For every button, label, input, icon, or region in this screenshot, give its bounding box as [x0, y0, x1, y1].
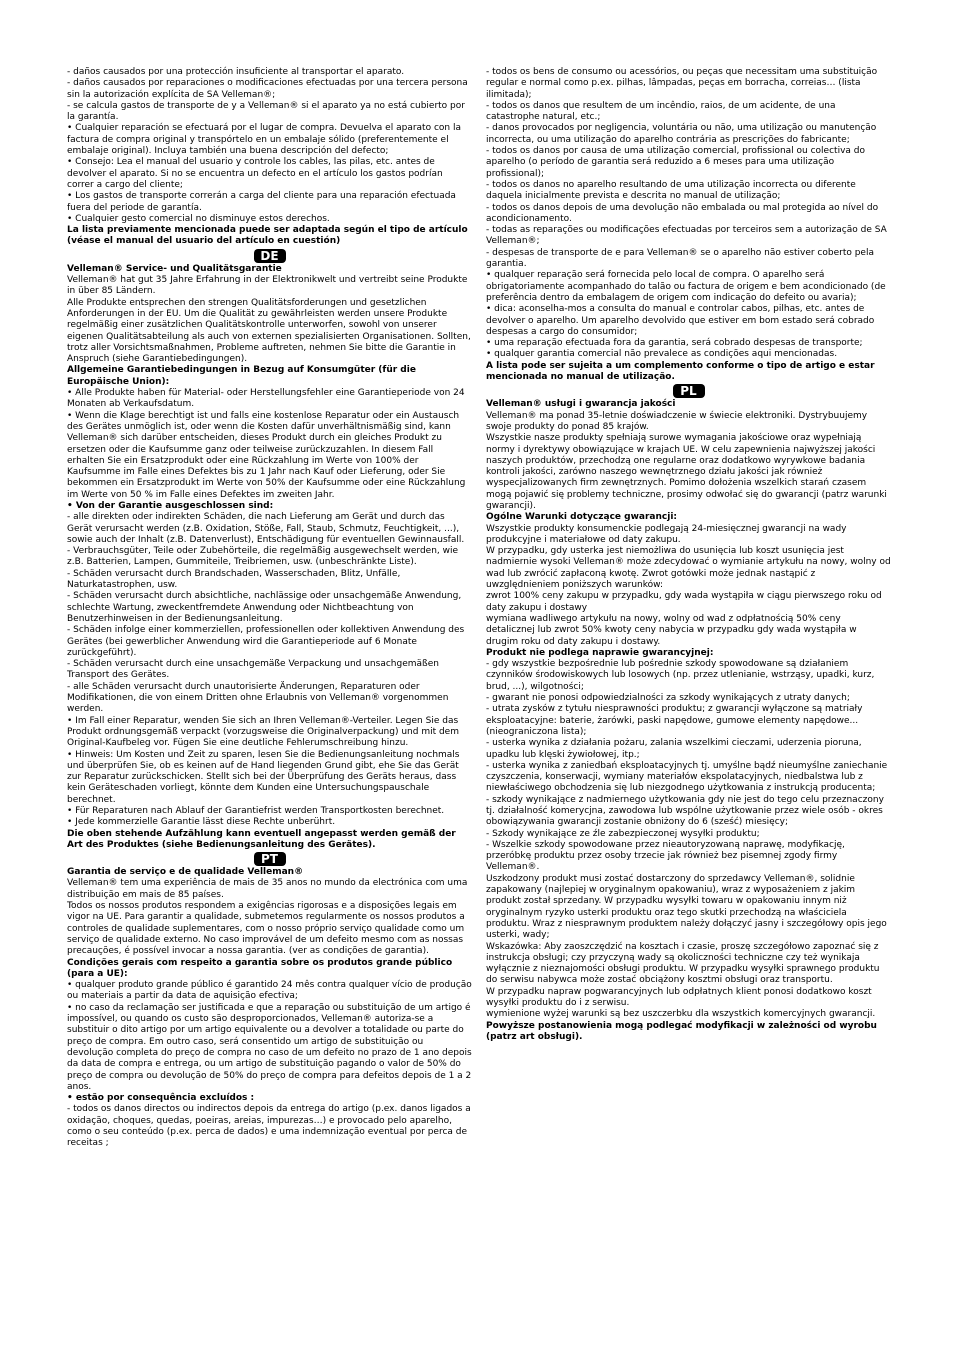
pl-excluded-item: Uszkodzony produkt musi zostać dostarczony do sprzedawcy Velleman®, solidnie zapakowany (najlepiej w oryginalnym opakowaniu), wraz z wyposażeniem z jakim produkt został sprzedany. W przypadku wysyłki towaru w opakowaniu innym niż oryginalnym ryzyko usterki produktu oraz tego skutki przechodzą na właściciela produktu. Wraz z niesprawnym produktem należy dołączyć jasny i szczegółowy opis jego usterki, wady;	[486, 873, 887, 941]
pt-intro-paragraph: Velleman® tem uma experiência de mais de 35 anos no mundo da electrónica com uma distribuição em mais de 85 países.	[67, 878, 468, 900]
pt-excluded-item: - todas as reparações ou modificações efectuadas por terceiros sem a autorização de SA Velleman®;	[486, 225, 887, 247]
pl-intro-paragraph: Wszystkie nasze produkty spełniają surowe wymagania jakościowe oraz wypełniają normy i dyrektywy obowiązujące w krajach UE. W celu zapewnienia najwyższej jakości naszych produktów, przechodzą one regularne oraz dodatkowo wyrywkowe badania kontroli jakości, zarówno naszego wewnętrznego działu jakości jak również wyspecjalizowanych firm zewnętrznych. Pomimo dołożenia wszelkich starań czasem mogą pojawić się problemy techniczne, prosimy odwołać się do gwarancji (patrz warunki gwarancji).	[486, 433, 887, 511]
de-excluded-item: • Jede kommerzielle Garantie lässt diese Rechte unberührt.	[67, 817, 336, 828]
es-item: - daños causados por una protección insuficiente al transportar el aparato.	[67, 67, 405, 77]
de-excluded-item: - alle Schäden verursacht durch unautorisierte Änderungen, Reparaturen oder Modifikationen, die von einem Dritten ohne Erlaubnis von Velleman® vorgenommen werden.	[67, 681, 449, 715]
es-item: • Cualquier gesto comercial no disminuye estos derechos.	[67, 213, 330, 224]
es-item: - daños causados por reparaciones o modificaciones efectuadas por una tercera persona sin la autorización explícita de SA Velleman®;	[67, 78, 468, 100]
pt-excluded-item: • uma reparação efectuada fora da garantia, será cobrado despesas de transporte;	[486, 338, 863, 349]
pl-excluded-item: - usterka wynika z działania pożaru, zalania wszelkimi cieczami, uderzenia pioruna, upadku lub klęski żywiołowej, itp.;	[486, 738, 862, 760]
de-warranty-section	[67, 249, 472, 851]
pt-excluded-item: - todos os danos que resultem de um incêndio, raios, de um acidente, de una catastrophe natural, etc.;	[486, 100, 836, 123]
es-item: • Consejo: Lea el manual del usuario y controle los cables, las pilas, etc. antes de devolver el aparato. Si no se encuentra un defecto en el artículo los gastos podrían correr a cargo del cliente;	[67, 157, 443, 190]
de-intro-paragraph: Velleman® hat gut 35 Jahre Erfahrung in der Elektronikwelt und vertreibt seine Produkte in über 85 Ländern.	[67, 275, 468, 297]
es-item: • Cualquier reparación se efectuará por el lugar de compra. Devuelva el aparato con la factura de compra original y transpórtelo en un embalaje sólido (preferentemente el embalaje original). Incluya también una buena descripción del defecto;	[67, 123, 461, 157]
pt-conditions-heading: Condições gerais com respeito a garantia sobre os produtos grande público (para a UE):	[67, 957, 453, 979]
de-excluded-item: - Schäden verursacht durch Brandschaden, Wasserschaden, Blitz, Unfälle, Naturkatastrophen, usw.	[67, 568, 401, 591]
pl-section-title: Velleman® usługi i gwarancja jakości	[486, 399, 676, 410]
pt-warranty-continued	[486, 67, 891, 383]
pt-excluded-item: - todos os danos directos ou indirectos depois da entrega do artigo (p.ex. danos ligados a oxidação, choques, quedas, poeiras, areias, impurezas…) e provocado pelo aparelho, como o seu conteúdo (p.ex. perca de dados) e uma indemnização eventual por perca de receitas ;	[67, 1104, 471, 1149]
pt-intro-paragraph: Todos os nossos produtos respondem a exigências rigorosas e a disposições legais em vigor na UE. Para garantir a qualidade, submetemos regularmente os nossos produtos a controles de qualidade suplementares, com o nosso próprio serviço qualidade como um serviço de qualidade externo. No caso improvável de um defeito mesmo com as nossas precauções, é possível invocar a nossa garantia. (ver as condições de garantia).	[67, 901, 465, 957]
de-excluded-item: - Schäden verursacht durch absichtliche, nachlässige oder unsachgemäße Anwendung, schlechte Wartung, zweckentfremdete Anwendung oder Nichtbeachtung von Benutzerhinweisen in der Bedienungsanleitung.	[67, 591, 462, 624]
pt-excluded-item: • dica: aconselha-mos a consulta do manual e controlar cabos, pilhas, etc. antes de	[486, 304, 865, 315]
right-column	[486, 67, 891, 1043]
pt-excluded-item: devolver o aparelho. Um aparelho devolvido que estiver em bom estado será cobrado despesas a cargo do consumidor;	[486, 315, 875, 337]
pt-excluded-item: - todos os danos no aparelho resultando de uma utilização incorrecta ou diferente daquela inicialmente prevista e descrita no manual de utilização;	[486, 179, 856, 202]
pl-footer-note: Powyższe postanowienia mogą podlegać modyfikacji w zależności od wyrobu (patrz art obsługi).	[486, 1020, 877, 1042]
pt-section-title: Garantia de serviço e de qualidade Velleman®	[67, 867, 304, 878]
pl-excluded-item: Wskazówka: Aby zaoszczędzić na kosztach i czasie, proszę szczegółowo zapoznać się z instrukcja obsługi; czy przyczyną wady są okoliczności techniczne czy też wynikaja wyłącznie z nieznajomości obsługi produktu. W przypadku wysyłki sprawnego produktu do serwisu nabywca może zostać obciążony kosztmi obsługi oraz transportu.	[486, 941, 880, 986]
pt-footer-note: A lista pode ser sujeita a um complemento conforme o tipo de artigo e estar mencionada no manual de utilização.	[486, 360, 875, 383]
pl-condition-item: wymiana wadliwego artykułu na nowy, wolny od wad z odpłatnością 50% ceny detalicznej lub zwrot 50% kwoty ceny nabycia w przypadku gdy wada wystąpiła w drugim roku od daty zakupu i dostawy.	[486, 613, 857, 647]
pt-excluded-item: • qualquer reparação será fornecida pelo local de compra. O aparelho será obrigatoriamente acompanhado do talão ou factura de origem e bem acondicionado (de	[486, 270, 886, 292]
pt-excluded-item: preferência dentro da embalagem de origem com indicação do defeito ou avaria);	[486, 292, 857, 303]
de-excluded-item: - Schäden infolge einer kommerziellen, professionellen oder kollektiven Anwendung des Gerätes (bei gewerblicher Anwendung wird die Garantieperiode auf 6 Monate zurückgeführt).	[67, 625, 465, 658]
pt-excluded-item: - todos os danos depois de uma devolução não embalada ou mal protegida ao nível do acondicionamento.	[486, 202, 879, 224]
de-condition-item: • Alle Produkte haben für Material- oder Herstellungsfehler eine Garantieperiode von 24 Monaten ab Verkaufsdatum.	[67, 388, 465, 410]
de-excluded-item: - Schäden verursacht durch eine unsachgemäße Verpackung und unsachgemäßen Transport des Gerätes.	[67, 659, 439, 681]
de-footer-note: Die oben stehende Aufzählung kann eventuell angepasst werden gemäß der Art des Produktes (siehe Bedienungsanleitung des Gerätes).	[67, 828, 456, 850]
pl-intro-paragraph: Velleman® ma ponad 35-letnie doświadczenie w świecie elektroniki. Dystrybuujemy swoje produkty do ponad 85 krajów.	[486, 410, 868, 432]
es-item: - se calcula gastos de transporte de y a Velleman® si el aparato ya no está cubierto por la garantía.	[67, 100, 465, 123]
de-conditions-heading: Allgemeine Garantiebedingungen in Bezug auf Konsumgüter (für die Europäische Union):	[67, 365, 416, 387]
pl-excluded-item: - szkody wynikające z nadmiernego użytkowania gdy nie jest do tego celu przeznaczony tj. działalność komerycjna, zawodowa lub wspólne użytkowanie przez wiele osób - okres obowiązywania gwarancji zostanie obniżony do 6 (sześć) miesięcy;	[486, 794, 884, 828]
language-badge-pt: PT	[254, 852, 286, 866]
de-excluded-item: • Hinweis: Um Kosten und Zeit zu sparen, lesen Sie die Bedienungsanleitung nochmals und überprüfen Sie, ob es keinen auf de Hand liegenden Grund gibt, ehe Sie das Gerät zur Reparatur zurückschicken. Stellt sich bei der Überprüfung des Geräts heraus, dass kein Geräteschaden vorliegt, könnte dem Kunden eine Untersuchungspauschale berechnet.	[67, 749, 460, 805]
es-footer-note: La lista previamente mencionada puede ser adaptada según el tipo de artículo (véase el manual del usuario del artículo en cuestión)	[67, 225, 468, 247]
pl-excluded-item: wymienione wyżej warunki są bez uszczerbku dla wszystkich komercyjnych gwarancji.	[486, 1009, 876, 1020]
de-excluded-item: • Im Fall einer Reparatur, wenden Sie sich an Ihren Velleman®-Verteiler. Legen Sie das Produkt ordnungsgemäß verpackt (vorzugsweise die Originalverpackung) und mit dem Original-Kaufbeleg vor. Fügen Sie eine deutliche Fehlerumschreibung hinzu.	[67, 715, 459, 749]
pl-excluded-item: - gwarant nie ponosi odpowiedzialności za szkody wynikających z utraty danych;	[486, 693, 850, 704]
pl-excluded-item: - usterka wynika z zaniedbań eksploatacyjnych tj. umyślne bądź nieumyślne zaniechanie czyszczenia, konserwacji, wymiany materiałów ekspolatacyjnych, niedbalstwa lub z niewłaściwego obchodzenia się lub niezgodnego użytkowania z instrukcją producenta;	[486, 760, 888, 794]
pl-warranty-section	[486, 384, 891, 1043]
de-excluded-item: • Für Reparaturen nach Ablauf der Garantiefrist werden Transportkosten berechnet.	[67, 806, 445, 816]
es-item: • Los gastos de transporte correrán a carga del cliente para una reparación efectuada fuera del periode de garantía.	[67, 191, 456, 213]
pl-excluded-item: W przypadku napraw pogwarancyjnych lub odpłatnych klient ponosi dodatkowo koszt wysyłki produktu do i z serwisu.	[486, 986, 872, 1009]
de-condition-item: • Wenn die Klage berechtigt ist und falls eine kostenlose Reparatur oder ein Austausch des Gerätes unmöglich ist, oder wenn die Kosten dafür unverhältnismäßig sind, kann Velleman® sich darüber entscheiden, dieses Produkt durch ein gleiches Produkt zu ersetzen oder die Kaufsumme ganz oder teilweise zurückzuzahlen. In diesem Fall erhalten Sie ein Ersatzprodukt oder eine Rückzahlung im Werte von 100% der Kaufsumme im Falle eines Defektes bis zu 1 Jahr nach Kauf oder Lieferung, oder Sie bekommen ein Ersatzprodukt im Werte von 50% der Kaufsumme oder eine Rückzahlung im Werte von 50 % im Falle eines Defektes im zweiten Jahr.	[67, 410, 466, 500]
pt-excluded-item: - despesas de transporte de e para Velleman® se o aparelho não estiver coberto pela garantia.	[486, 247, 874, 270]
pt-excluded-item: - todos os bens de consumo ou acessórios, ou peças que necessitam uma substituição regular e normal como p.ex. pilhas, lâmpadas, peças em borracha, correias… (lista ilimitada);	[486, 67, 878, 100]
pl-condition-item: zwrot 100% ceny zakupu w przypadku, gdy wada wystąpiła w ciągu pierwszego roku od daty zakupu i dostawy	[486, 591, 882, 613]
pl-conditions-heading: Ogólne Warunki dotyczące gwarancji:	[486, 512, 678, 523]
pl-excluded-item: - Wszelkie szkody spowodowane przez nieautoryzowaną naprawę, modyfikację, przeróbkę produktu przez osoby trzecie jak również bez pisemnej zgody firmy Velleman®.	[486, 839, 845, 873]
left-column	[67, 67, 472, 1150]
de-excluded-item: - alle direkten oder indirekten Schäden, die nach Lieferung am Gerät und durch das Gerät verursacht werden (z.B. Oxidation, Stöße, Fall, Staub, Schmutz, Feuchtigkeit, ...), sowie auch der Inhalt (z.B. Datenverlust), Entschädigung für eventuellen Gewinnausfall.	[67, 512, 465, 545]
pt-excluded-item: - todos os danos por causa de uma utilização comercial, profissional ou colectiva do aparelho (o período de garantia será reduzido a 6 meses para uma utilização profissional);	[486, 146, 865, 179]
de-excluded-heading: • Von der Garantie ausgeschlossen sind:	[67, 500, 274, 511]
pl-excluded-item: - gdy wszystkie bezpośrednie lub pośrednie szkody spowodowane są działaniem czynników środowiskowych lub losowych (np. przez utlenianie, wstrząsy, upadki, kurz, brud, ...), wilgotności;	[486, 659, 875, 692]
pt-excluded-item: • qualquer garantia comercial não prevalece as condições aqui mencionadas.	[486, 349, 838, 360]
pt-excluded-item: - danos provocados por negligencia, voluntária ou não, uma utilização ou manutenção incorrecta, ou uma utilização do aparelho contrária as prescrições do fabricante;	[486, 123, 877, 145]
pl-excluded-heading: Produkt nie podlega naprawie gwarancyjnej:	[486, 647, 714, 658]
de-section-title: Velleman® Service- und Qualitätsgarantie	[67, 263, 282, 274]
language-badge-de: DE	[254, 249, 286, 263]
pl-condition-item: W przypadku, gdy usterka jest niemożliwa do usunięcia lub koszt usunięcia jest nadmiernie wysoki Velleman® może zdecydować o wymianie artykułu na nowy, wolny od wad lub zwrócić zapłaconą kwotę. Zwrot gotówki może jednak nastąpić z uwzględnieniem poniższych warunków:	[486, 546, 891, 591]
language-badge-pl: PL	[673, 384, 705, 398]
de-excluded-item: - Verbrauchsgüter, Teile oder Zubehörteile, die regelmäßig ausgewechselt werden, wie z.B. Batterien, Lampen, Gummiteile, Treibriemen, usw. (unbeschränkte Liste).	[67, 546, 459, 568]
es-warranty-tail	[67, 67, 472, 248]
pl-excluded-item: - utrata zysków z tytułu niesprawności produktu; z gwarancji wyłączone są matriały eksploatacyjne: baterie, żarówki, paski napędowe, gumowe elementy napędowe... (nieograniczona lista);	[486, 704, 863, 737]
pt-condition-item: • no caso da reclamação ser justificada e que a reparação ou substituição de um artigo é impossível, ou quando os custo são desproporcionados, Velleman® autoriza-se a substituir o dito artigo por um artigo equivalente ou a devolver a totalidade ou parte do preço de compra. Em outro caso, será consentido um artigo de substituição ou devolução completa do preço de compra no caso de um defeito no prazo de 1 ano depois da data de compra e entrega, ou um artigo de substituição pagando o valor de 50% do preço de compra ou devolução de 50% do preço de compra para defeitos depois de 1 a 2 anos.	[67, 1002, 472, 1092]
pt-condition-item: • qualquer produto grande público é garantido 24 mês contra qualquer vício de produção ou materiais a partir da data de aquisição efectiva;	[67, 980, 472, 1002]
de-intro-paragraph: Alle Produkte entsprechen den strengen Qualitätsforderungen und gesetzlichen Anforderungen in der EU. Um die Qualität zu gewährleisten werden unsere Produkte regelmäßig einer zusätzlichen Qualitätskontrolle unterworfen, sowohl von unserer eigenen Qualitätsabteilung als auch von externen spezialisierten Organisationen. Sollten, trotz aller Vorsichtsmaßnahmen, Probleme auftreten, nehmen Sie bitte die Garantie in Anspruch (siehe Garantiebedingungen).	[67, 297, 471, 365]
pl-condition-item: Wszystkie produkty konsumenckie podlegają 24-miesięcznej gwarancji na wady produkcyjne i materiałowe od daty zakupu.	[486, 523, 847, 545]
pl-excluded-item: - Szkody wynikające ze źle zabezpieczonej wysyłki produktu;	[486, 828, 760, 839]
pt-excluded-heading: • estão por consequência excluídos :	[67, 1093, 255, 1104]
pt-warranty-section	[67, 852, 472, 1149]
